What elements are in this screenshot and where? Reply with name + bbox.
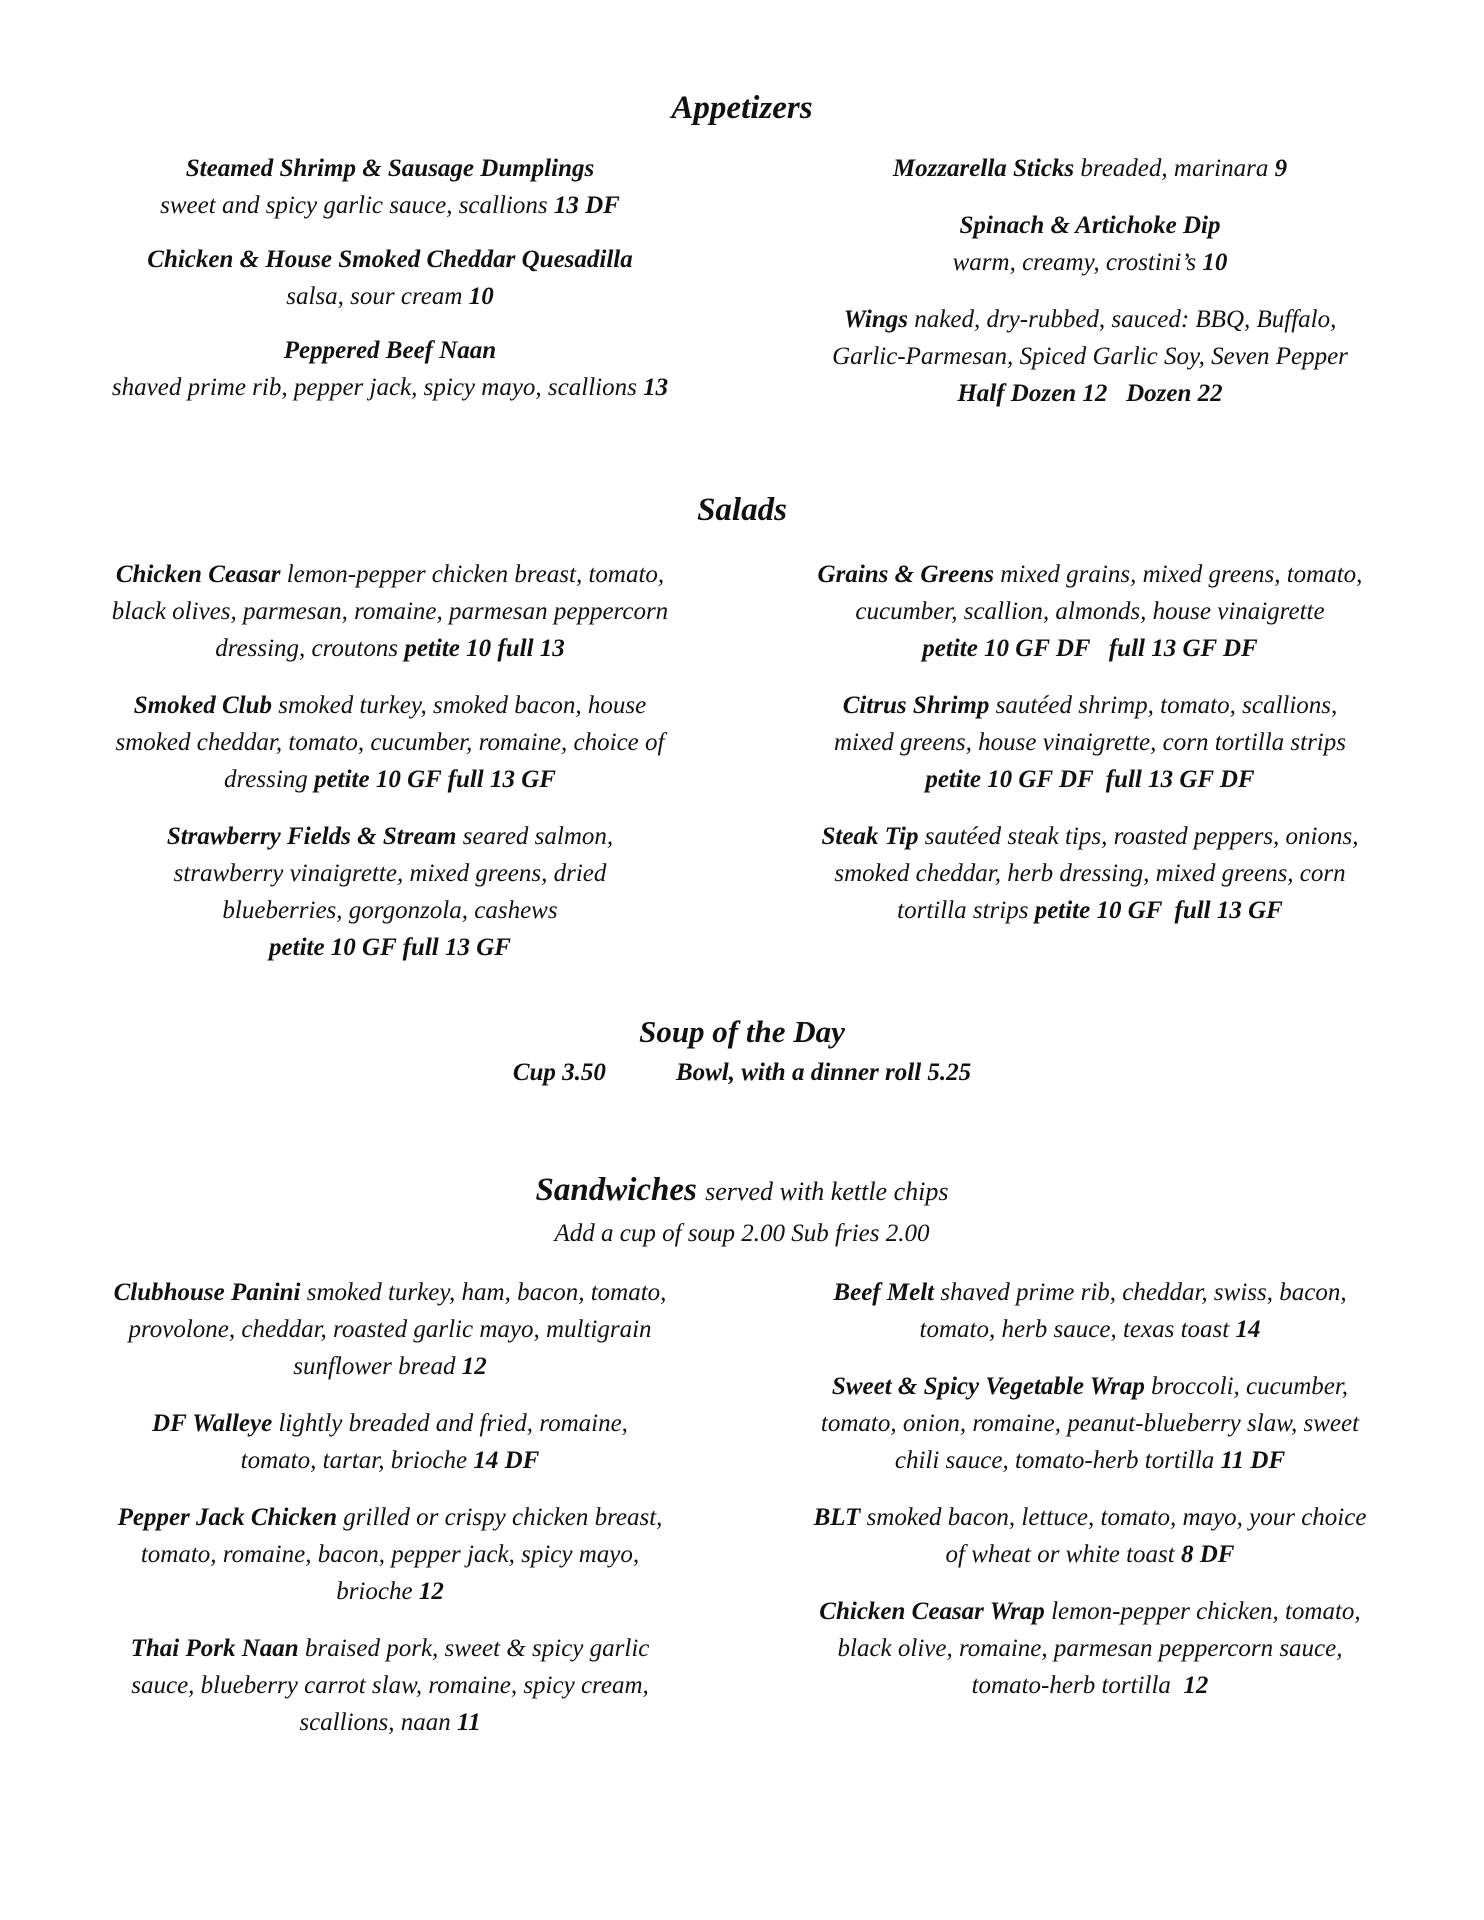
item-price: petite 10 GF full 13 GF bbox=[1034, 897, 1283, 924]
appetizers-heading: Appetizers bbox=[671, 90, 813, 126]
item-price: 9 bbox=[1274, 155, 1288, 182]
item-description: lemon-pepper chicken breast, tomato, bbox=[286, 561, 665, 588]
menu-item bbox=[780, 1499, 1400, 1573]
item-description: brioche bbox=[336, 1578, 413, 1605]
item-description: shaved prime rib, cheddar, swiss, bacon, bbox=[940, 1279, 1347, 1306]
item-description: smoked cheddar, herb dressing, mixed greens, corn bbox=[834, 860, 1346, 887]
item-description: tomato, tartar, brioche bbox=[240, 1447, 468, 1474]
item-description: breaded, marinara bbox=[1080, 155, 1269, 182]
soup-heading: Soup of the Day bbox=[639, 1014, 845, 1049]
item-description: lightly breaded and fried, romaine, bbox=[278, 1410, 628, 1437]
item-price: Half Dozen 12 bbox=[957, 380, 1108, 407]
menu-item bbox=[80, 150, 700, 224]
item-description: sauce, blueberry carrot slaw, romaine, spicy cream, bbox=[131, 1672, 649, 1699]
item-description: broccoli, cucumber, bbox=[1151, 1373, 1349, 1400]
item-description: grilled or crispy chicken breast, bbox=[343, 1504, 663, 1531]
salads-right-column bbox=[780, 556, 1400, 929]
item-description: sautéed shrimp, tomato, scallions, bbox=[995, 692, 1338, 719]
menu-item bbox=[80, 241, 700, 315]
item-description: cucumber, scallion, almonds, house vinaigrette bbox=[855, 598, 1325, 625]
sandwiches-left-column bbox=[80, 1274, 700, 1741]
item-price: 10 bbox=[468, 283, 494, 310]
item-price: 12 bbox=[461, 1353, 487, 1380]
item-name: Pepper Jack Chicken bbox=[117, 1504, 338, 1531]
item-price: petite 10 GF DF full 13 GF DF bbox=[925, 766, 1255, 793]
menu-item bbox=[780, 1593, 1400, 1704]
item-price: 13 DF bbox=[553, 192, 620, 219]
item-description: sweet and spicy garlic sauce, scallions bbox=[160, 192, 548, 219]
item-description: smoked cheddar, tomato, cucumber, romaine, choice of bbox=[115, 729, 665, 756]
item-description: tomato, onion, romaine, peanut-blueberry slaw, sweet bbox=[820, 1410, 1360, 1437]
item-name: DF Walleye bbox=[152, 1410, 273, 1437]
item-description: strawberry vinaigrette, mixed greens, dried bbox=[173, 860, 607, 887]
item-name: Sweet & Spicy Vegetable Wrap bbox=[831, 1373, 1145, 1400]
item-name: Peppered Beef Naan bbox=[283, 337, 497, 364]
item-name: BLT bbox=[813, 1504, 861, 1531]
item-price: petite 10 GF DF full 13 GF DF bbox=[922, 635, 1258, 662]
salads-left-column bbox=[80, 556, 700, 966]
item-price: 12 bbox=[1183, 1672, 1209, 1699]
sandwiches-subtitle: served with kettle chips bbox=[705, 1177, 949, 1206]
item-description: dressing, croutons bbox=[215, 635, 399, 662]
item-description: black olive, romaine, parmesan peppercorn sauce, bbox=[837, 1635, 1343, 1662]
menu-item bbox=[780, 301, 1400, 412]
sandwiches-heading bbox=[0, 1170, 1484, 1212]
item-description: tortilla strips bbox=[897, 897, 1029, 924]
item-description: warm, creamy, crostini’s bbox=[952, 249, 1197, 276]
menu-item bbox=[780, 207, 1400, 281]
item-name: Thai Pork Naan bbox=[130, 1635, 299, 1662]
item-description: blueberries, gorgonzola, cashews bbox=[222, 897, 558, 924]
menu-item bbox=[780, 687, 1400, 798]
item-name: Mozzarella Sticks bbox=[892, 155, 1075, 182]
item-name: Chicken & House Smoked Cheddar Quesadilla bbox=[147, 246, 633, 273]
item-name: Chicken Ceasar bbox=[115, 561, 281, 588]
item-price: 10 bbox=[1202, 249, 1228, 276]
item-price: Dozen 22 bbox=[1126, 380, 1223, 407]
sandwiches-right-column bbox=[780, 1274, 1400, 1704]
item-description: provolone, cheddar, roasted garlic mayo, multigrain bbox=[128, 1316, 652, 1343]
item-name: Grains & Greens bbox=[817, 561, 994, 588]
item-description: sunflower bread bbox=[293, 1353, 456, 1380]
item-price: 11 DF bbox=[1220, 1447, 1286, 1474]
item-description: chili sauce, tomato-herb tortilla bbox=[894, 1447, 1215, 1474]
item-description: lemon-pepper chicken, tomato, bbox=[1051, 1598, 1361, 1625]
soup-prices bbox=[0, 1054, 1484, 1091]
menu-item bbox=[80, 332, 700, 406]
item-description: seared salmon, bbox=[462, 823, 614, 850]
item-price: petite 10 GF full 13 GF bbox=[314, 766, 556, 793]
item-description: naked, dry-rubbed, sauced: BBQ, Buffalo, bbox=[914, 306, 1337, 333]
menu-item bbox=[780, 1368, 1400, 1479]
item-name: Strawberry Fields & Stream bbox=[166, 823, 457, 850]
sandwiches-title: Sandwiches bbox=[535, 1172, 697, 1208]
menu-item bbox=[780, 818, 1400, 929]
menu-item bbox=[80, 1499, 700, 1610]
item-description: Garlic-Parmesan, Spiced Garlic Soy, Seven Pepper bbox=[832, 343, 1348, 370]
item-description: mixed grains, mixed greens, tomato, bbox=[1000, 561, 1363, 588]
item-description: scallions, naan bbox=[299, 1709, 451, 1736]
item-description: salsa, sour cream bbox=[286, 283, 463, 310]
item-price: 14 bbox=[1235, 1316, 1261, 1343]
item-description: mixed greens, house vinaigrette, corn tortilla strips bbox=[834, 729, 1346, 756]
item-name: Beef Melt bbox=[833, 1279, 935, 1306]
item-description: tomato, romaine, bacon, pepper jack, spicy mayo, bbox=[140, 1541, 640, 1568]
menu-item bbox=[80, 687, 700, 798]
menu-item bbox=[80, 1405, 700, 1479]
item-price: petite 10 full 13 bbox=[404, 635, 565, 662]
item-description: of wheat or white toast bbox=[945, 1541, 1175, 1568]
item-description: black olives, parmesan, romaine, parmesan peppercorn bbox=[111, 598, 669, 625]
item-name: Chicken Ceasar Wrap bbox=[819, 1598, 1045, 1625]
item-description: tomato, herb sauce, texas toast bbox=[919, 1316, 1230, 1343]
item-description: smoked turkey, smoked bacon, house bbox=[278, 692, 647, 719]
item-name: Steamed Shrimp & Sausage Dumplings bbox=[185, 155, 595, 182]
item-description: dressing bbox=[224, 766, 308, 793]
item-description: sautéed steak tips, roasted peppers, onions, bbox=[924, 823, 1359, 850]
item-price: 8 DF bbox=[1180, 1541, 1235, 1568]
item-name: Steak Tip bbox=[821, 823, 919, 850]
menu-item bbox=[780, 1274, 1400, 1348]
appetizers-right-column bbox=[780, 150, 1400, 412]
item-description: braised pork, sweet & spicy garlic bbox=[304, 1635, 650, 1662]
item-price: 13 bbox=[643, 374, 669, 401]
item-price: 11 bbox=[457, 1709, 481, 1736]
menu-item bbox=[780, 556, 1400, 667]
menu-item bbox=[80, 556, 700, 667]
menu-item bbox=[80, 1630, 700, 1741]
item-description: tomato-herb tortilla bbox=[971, 1672, 1171, 1699]
item-price: 12 bbox=[418, 1578, 444, 1605]
menu-item bbox=[780, 150, 1400, 187]
menu-item bbox=[80, 1274, 700, 1385]
item-description: smoked turkey, ham, bacon, tomato, bbox=[306, 1279, 667, 1306]
item-description: smoked bacon, lettuce, tomato, mayo, your choice bbox=[866, 1504, 1367, 1531]
appetizers-left-column bbox=[80, 150, 700, 406]
item-name: Citrus Shrimp bbox=[842, 692, 990, 719]
item-name: Clubhouse Panini bbox=[113, 1279, 301, 1306]
item-name: Wings bbox=[843, 306, 908, 333]
salads-heading: Salads bbox=[697, 492, 787, 528]
soup-cup-price: Cup 3.50 bbox=[512, 1059, 606, 1086]
sandwiches-addons: Add a cup of soup 2.00 Sub fries 2.00 bbox=[554, 1220, 930, 1247]
item-price: 14 DF bbox=[473, 1447, 540, 1474]
item-description: shaved prime rib, pepper jack, spicy mayo, scallions bbox=[111, 374, 637, 401]
menu-item bbox=[80, 818, 700, 966]
soup-bowl-price: Bowl, with a dinner roll 5.25 bbox=[675, 1059, 972, 1086]
item-price: petite 10 GF full 13 GF bbox=[269, 934, 511, 961]
item-name: Smoked Club bbox=[133, 692, 272, 719]
item-name: Spinach & Artichoke Dip bbox=[959, 212, 1221, 239]
